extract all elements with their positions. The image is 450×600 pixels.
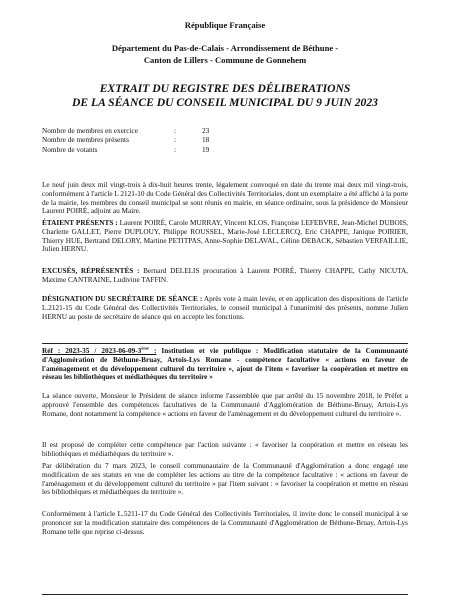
reference-suffix: ème: [141, 345, 150, 351]
presents-list: Laurent POIRÉ, Carole MURRAY, Vincent KLOS, Françoise LEFEBVRE, Jean-Michel DUBOIS, Charlette GALLET, Pierre DUPLOUY, Philippe ROUSSEL, Marie-José LECLERCQ, Eric CHAPPE, Janique POIRIER, Thierry HUE, Bertrand DELORY, Martine PETITPAS, Anne-Sophie DELAVAL, Céline DEBACK, Sébastien VERFAILLIE, Julien HERNU.: [42, 219, 408, 254]
reference-colon: :: [149, 347, 157, 355]
divider: [42, 343, 408, 344]
deliberation-paragraph-3: Par délibération du 7 mars 2023, le conseil communautaire de la Communauté d'Agglomération a donc engagé une modification de ses statuts en vue de compléter les actions au titre de la compétence facultative : « actions en faveur de l'aménagement et du développement culturel du territoire » par l'item suivant : « favoriser la coopération et mettre en réseau les bibliothèques et médiathèques du territoire ».: [42, 462, 408, 497]
count-value: 19: [202, 144, 210, 154]
deliberation-reference: [42, 347, 408, 382]
count-label: Nombre de membres en exercice: [42, 126, 139, 135]
secretaire-heading: DÉSIGNATION DU SECRÉTAIRE DE SÉANCE :: [42, 295, 203, 303]
intro-paragraph: Le neuf juin deux mil vingt-trois à dix-huit heures trente, légalement convoqué en date du trente mai deux mil vingt-trois, conformément à l'article L 2121-10 du Code Général des Collectivités Territoriales, dont un exemplaire a été affiché à la porte de la mairie, les membres du conseil municipal se sont réunis en mairie, en séance ordinaire, sous la présidence de Monsieur Laurent POIRÉ, adjoint au Maire.: [42, 181, 408, 216]
member-counts: [42, 126, 408, 154]
reference-label: Réf : 2023-35 / 2023-06-09-3: [42, 347, 142, 355]
presents-paragraph: [42, 219, 408, 254]
count-row-votants: [42, 145, 408, 154]
count-colon: :: [174, 144, 177, 154]
count-label: Nombre de membres présents: [42, 135, 129, 145]
count-row-exercice: [42, 126, 408, 135]
deliberation-paragraph-4: Conformément à l'article L.5211-17 du Code Général des Collectivités Territoriales, il invite donc le conseil municipal à se prononcer sur la modification statutaire des compétences de la Communauté d'Agglomération de Béthune-Bruay, Artois-Lys Romane telle que reprise ci-dessus.: [42, 510, 408, 536]
secretaire-paragraph: [42, 295, 408, 321]
secretaire-text: Après vote à main levée, et en application des dispositions de l'article L.2121-15 du Code Général des Collectivités Territoriales, le conseil municipal à l'unanimité des présents, nomme Julien HERNU au poste de secrétaire de séance qui en accepte les fonctions.: [42, 295, 408, 321]
republic-heading: République Française: [184, 20, 266, 30]
reference-number: [42, 347, 156, 355]
excuses-heading: EXCUSÉS, RÉPRÉSENTÉS :: [42, 267, 140, 275]
count-row-presents: [42, 135, 408, 144]
count-colon: :: [174, 135, 177, 145]
department-heading: [42, 43, 408, 66]
deliberation-paragraph-1: La séance ouverte, Monsieur le Président de séance informe l'assemblée que par arrêté du 15 novembre 2018, le Préfet a approuvé l'ensemble des compétences facultatives de la Communauté d'Agglomération de Béthune-Bruay, Artois-Lys Romane, dont notamment la compétence « actions en faveur de l'aménagement et du développement culturel du territoire ».: [42, 392, 408, 418]
count-value: 23: [202, 126, 210, 135]
presents-heading: ÉTAIENT PRÉSENTS :: [42, 219, 118, 227]
bottom-divider: [42, 594, 408, 595]
excuses-paragraph: [42, 267, 408, 285]
count-label: Nombre de votants: [42, 144, 98, 154]
title-line-2: DE LA SÉANCE DU CONSEIL MUNICIPAL DU 9 JUIN 2023: [72, 95, 378, 109]
excuses-list: Bernard DELELIS procuration à Laurent POIRÉ, Thierry CHAPPE, Cathy NICUTA, Maxime CANTRAINE, Ludivine TAFFIN.: [42, 267, 408, 284]
deliberation-paragraph-2: Il est proposé de compléter cette compétence par l'action suivante : « favoriser la coopération et mettre en réseau les bibliothèques et médiathèques du territoire ».: [42, 441, 408, 458]
department-line-1: Département du Pas-de-Calais - Arrondissement de Béthune -: [111, 43, 339, 53]
title-line-1: EXTRAIT DU REGISTRE DES DÉLIBERATIONS: [99, 82, 351, 95]
count-value: 18: [202, 135, 210, 145]
department-line-2: Canton de Lillers - Commune de Gonnehem: [143, 54, 307, 65]
count-colon: :: [174, 126, 177, 135]
document-title: [42, 82, 408, 109]
reference-title: Institution et vie publique : Modification statutaire de la Communauté d'Agglomération de Béthune-Bruay, Artois-Lys Romane - compétence facultative « actions en faveur de l'aménagement et du développement culturel du territoire », ajout de l'item « favoriser la coopération et mettre en réseau les bibliothèques et médiathèques du territoire »: [42, 347, 408, 382]
